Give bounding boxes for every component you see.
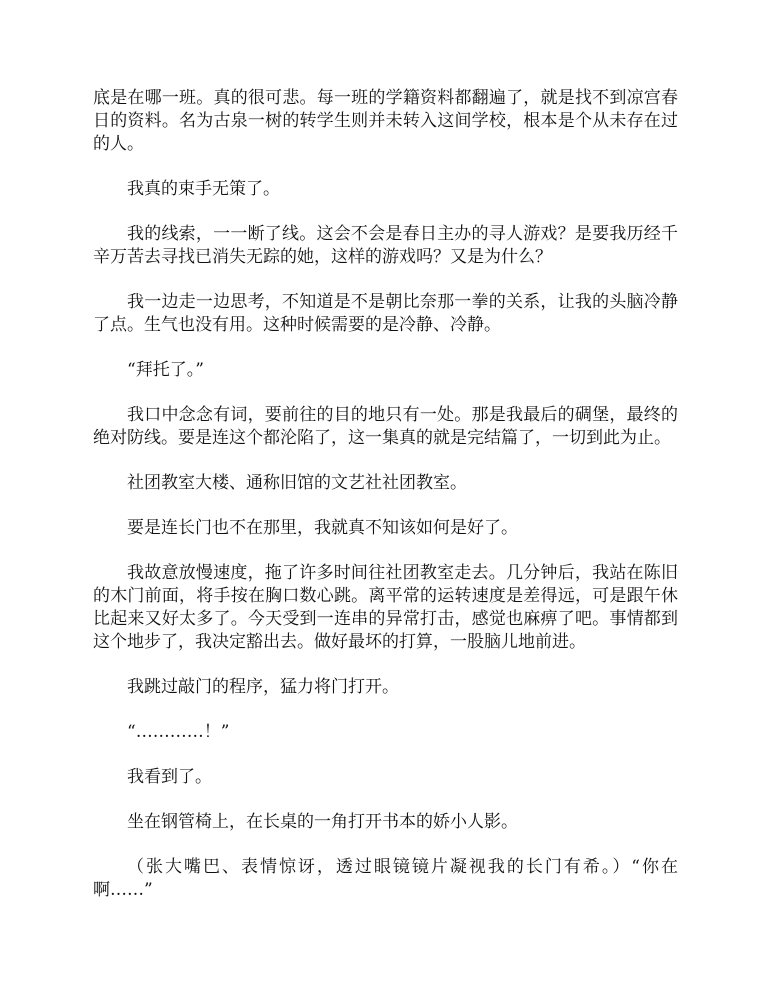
- paragraph: 社团教室大楼、通称旧馆的文艺社社团教室。: [127, 473, 467, 493]
- paragraph: 我真的束手无策了。: [127, 179, 280, 199]
- paragraph: 坐在钢管椅上，在长桌的一角打开书本的娇小人影。: [127, 812, 518, 832]
- paragraph: 要是连长门也不在那里，我就真不知该如何是好了。: [127, 518, 518, 538]
- paragraph: 我一边走一边思考，不知道是不是朝比奈那一拳的关系，让我的头脑冷静了点。生气也没有用。这种时候需要的是冷静、冷静。: [93, 292, 678, 335]
- paragraph: “拜托了。”: [127, 360, 204, 380]
- paragraph: 我故意放慢速度，拖了许多时间往社团教室走去。几分钟后，我站在陈旧的木门前面，将手按在胸口数心跳。离平常的运转速度是差得远，可是跟午休比起来又好太多了。今天受到一连串的异常打击，感觉也麻痹了吧。事情都到这个地步了，我决定豁出去。做好最坏的打算，一股脑儿地前进。: [93, 563, 678, 652]
- paragraph: （张大嘴巴、表情惊讶，透过眼镜镜片凝视我的长门有希。）“你在啊……”: [93, 857, 678, 900]
- paragraph: 我跳过敲门的程序，猛力将门打开。: [127, 677, 399, 697]
- paragraph: 我看到了。: [127, 767, 212, 787]
- paragraph: 我口中念念有词，要前往的目的地只有一处。那是我最后的碉堡，最终的绝对防线。要是连这个都沦陷了，这一集真的就是完结篇了，一切到此为止。: [93, 405, 678, 448]
- document-page: [93, 87, 678, 924]
- paragraph: “…………！”: [127, 722, 230, 742]
- paragraph: 底是在哪一班。真的很可悲。每一班的学籍资料都翻遍了，就是找不到凉宫春日的资料。名为古泉一树的转学生则并未转入这间学校，根本是个从未存在过的人。: [93, 88, 678, 154]
- paragraph: 我的线索，一一断了线。这会不会是春日主办的寻人游戏？是要我历经千辛万苦去寻找已消失无踪的她，这样的游戏吗？又是为什么？: [93, 224, 678, 267]
